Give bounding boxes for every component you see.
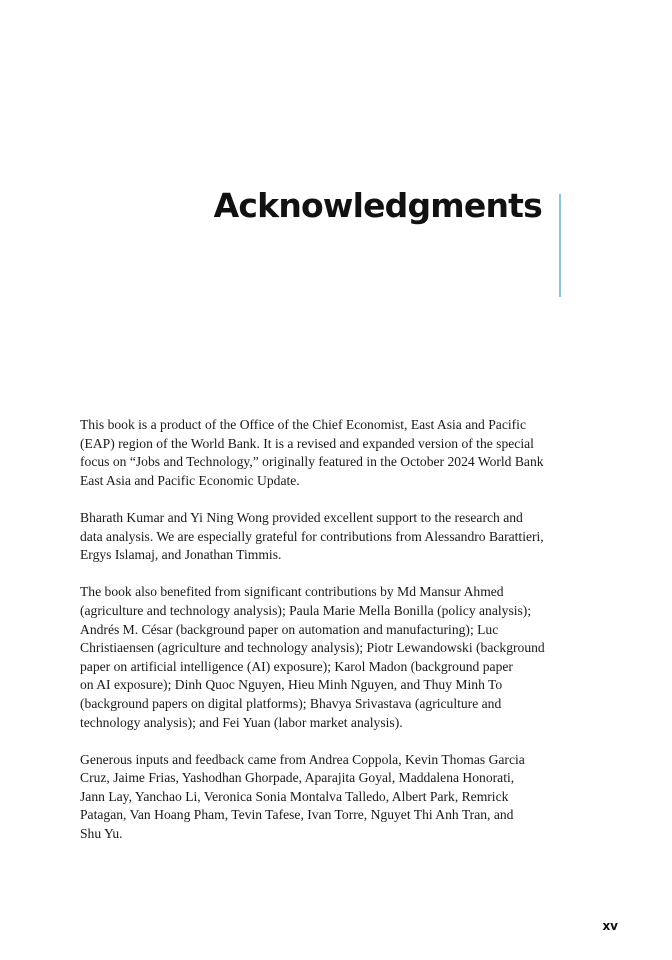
text-line: Shu Yu. bbox=[80, 826, 123, 842]
text-line: Christiaensen (agriculture and technology analysis); Piotr Lewandowski (background bbox=[80, 640, 545, 656]
text-line: Patagan, Van Hoang Pham, Tevin Tafese, Ivan Torre, Nguyet Thi Anh Tran, and bbox=[80, 807, 514, 823]
text-line: Jann Lay, Yanchao Li, Veronica Sonia Montalva Talledo, Albert Park, Remrick bbox=[80, 788, 509, 804]
paragraph-feedback bbox=[80, 751, 564, 844]
text-line: Ergys Islamaj, and Jonathan Timmis. bbox=[80, 547, 282, 563]
text-line: (agriculture and technology analysis); Paula Marie Mella Bonilla (policy analysis); bbox=[80, 602, 532, 618]
acknowledgments-body bbox=[80, 416, 564, 862]
text-line: data analysis. We are especially grateful for contributions from Alessandro Barattieri, bbox=[80, 528, 544, 544]
paragraph-support bbox=[80, 509, 564, 565]
paragraph-intro bbox=[80, 416, 564, 490]
text-line: (EAP) region of the World Bank. It is a revised and expanded version of the special bbox=[80, 435, 534, 451]
text-line: technology analysis); and Fei Yuan (labor market analysis). bbox=[80, 714, 403, 730]
paragraph-contributions bbox=[80, 583, 564, 732]
page-title: Acknowledgments bbox=[213, 186, 542, 225]
text-line: Andrés M. César (background paper on automation and manufacturing); Luc bbox=[80, 621, 499, 637]
text-line: Bharath Kumar and Yi Ning Wong provided excellent support to the research and bbox=[80, 509, 523, 525]
text-line: Cruz, Jaime Frias, Yashodhan Ghorpade, Aparajita Goyal, Maddalena Honorati, bbox=[80, 770, 515, 786]
text-line: (background papers on digital platforms); Bhavya Srivastava (agriculture and bbox=[80, 695, 502, 711]
text-line: The book also benefited from significant contributions by Md Mansur Ahmed bbox=[80, 584, 504, 600]
text-line: focus on “Jobs and Technology,” originally featured in the October 2024 World Bank bbox=[80, 454, 544, 470]
text-line: East Asia and Pacific Economic Update. bbox=[80, 472, 300, 488]
text-line: on AI exposure); Dinh Quoc Nguyen, Hieu Minh Nguyen, and Thuy Minh To bbox=[80, 677, 503, 693]
text-line: paper on artificial intelligence (AI) exposure); Karol Madon (background paper bbox=[80, 658, 513, 674]
title-accent-rule bbox=[559, 194, 561, 297]
page-number: xv bbox=[602, 919, 618, 933]
text-line: Generous inputs and feedback came from Andrea Coppola, Kevin Thomas Garcia bbox=[80, 751, 525, 767]
text-line: This book is a product of the Office of the Chief Economist, East Asia and Pacific bbox=[80, 417, 526, 432]
